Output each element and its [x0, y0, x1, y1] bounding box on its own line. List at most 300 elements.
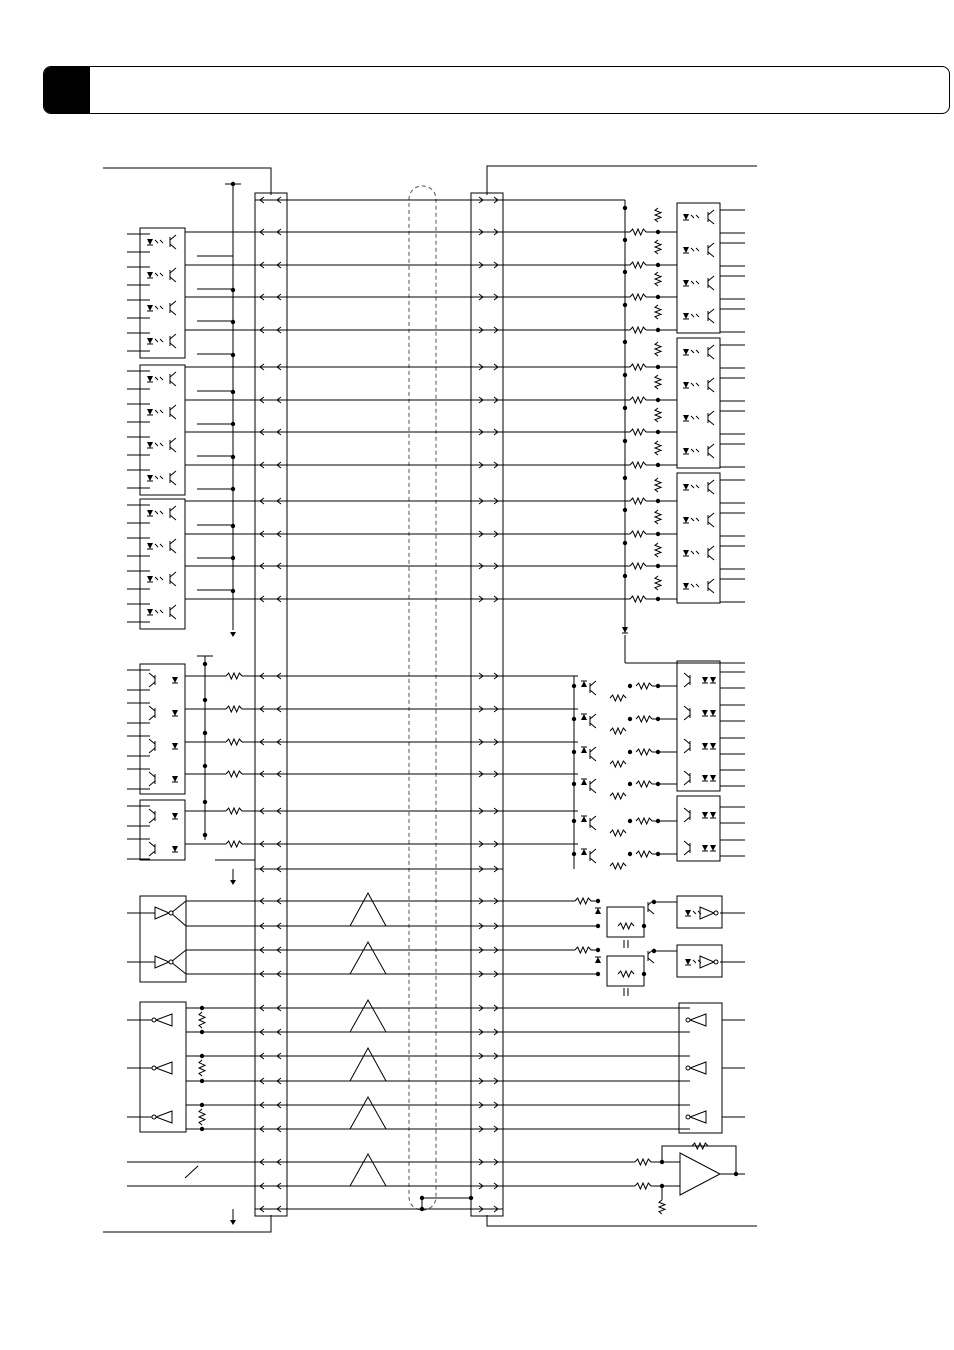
light-arrow	[693, 911, 696, 914]
junction-dot	[623, 406, 627, 410]
resistor	[655, 208, 661, 222]
transistor-emitter	[708, 489, 714, 494]
inversion-bubble	[169, 960, 173, 964]
transistor-collector	[708, 345, 714, 350]
junction-dot	[660, 1184, 664, 1188]
line-buffer	[155, 907, 169, 919]
inversion-bubble	[714, 960, 718, 964]
transistor-emitter	[590, 858, 596, 863]
junction-dot	[231, 589, 235, 593]
junction-dot	[200, 1103, 204, 1107]
twisted-pair-mark	[350, 942, 386, 974]
junction-dot	[596, 924, 600, 928]
resistor	[655, 510, 661, 524]
junction-dot	[642, 924, 646, 928]
resistor	[575, 898, 591, 904]
transistor-emitter	[590, 723, 596, 728]
junction-dot	[652, 900, 656, 904]
junction-dot	[572, 782, 576, 786]
diode-triangle	[581, 681, 587, 687]
light-arrow	[696, 248, 699, 251]
junction-dot	[623, 476, 627, 480]
photocoupler-package	[140, 800, 185, 860]
transistor-collector	[149, 673, 155, 678]
resistor	[635, 1183, 651, 1189]
junction-dot	[656, 819, 660, 823]
junction-dot	[656, 717, 660, 721]
diode-triangle	[172, 677, 178, 683]
transistor-emitter	[170, 277, 176, 282]
junction-dot	[656, 564, 660, 568]
resistor	[199, 1012, 205, 1028]
resistor	[636, 683, 652, 689]
junction-dot	[200, 1054, 204, 1058]
junction-dot	[656, 532, 660, 536]
transistor-collector	[590, 714, 596, 719]
transistor-emitter	[590, 756, 596, 761]
junction-dot	[734, 1172, 738, 1176]
twisted-pair-mark	[350, 1000, 386, 1032]
resistor	[630, 364, 646, 370]
resistor	[630, 462, 646, 468]
junction-dot	[231, 556, 235, 560]
light-arrow	[696, 281, 699, 284]
junction-dot	[203, 662, 207, 666]
transistor-emitter	[708, 588, 714, 593]
transistor-collector	[708, 579, 714, 584]
diode-triangle	[710, 812, 716, 818]
light-arrow	[696, 350, 699, 353]
transistor-emitter	[170, 548, 176, 553]
inversion-bubble	[152, 1066, 156, 1070]
transistor-collector	[708, 444, 714, 449]
diode-triangle	[147, 609, 153, 615]
diode-triangle	[147, 510, 153, 516]
line-buffer	[700, 907, 714, 919]
resistor	[575, 947, 591, 953]
resistor	[655, 441, 661, 455]
transistor-collector	[708, 411, 714, 416]
resistor	[655, 305, 661, 319]
junction-dot	[203, 833, 207, 837]
transistor-collector	[590, 681, 596, 686]
junction-dot	[203, 698, 207, 702]
junction-dot	[656, 365, 660, 369]
transistor-emitter	[170, 343, 176, 348]
transistor-collector	[708, 276, 714, 281]
diode-triangle	[147, 576, 153, 582]
junction-dot	[203, 731, 207, 735]
resistor	[635, 1159, 651, 1165]
light-arrow	[155, 240, 158, 243]
ground-arrow	[230, 632, 236, 637]
junction-dot	[420, 1207, 424, 1211]
transistor-collector	[170, 235, 176, 240]
light-arrow	[691, 281, 694, 284]
resistor	[636, 749, 652, 755]
transistor-emitter	[149, 781, 155, 786]
light-arrow	[155, 511, 158, 514]
diode-triangle	[702, 743, 708, 749]
transistor-collector	[590, 816, 596, 821]
diode-triangle	[147, 272, 153, 278]
transistor-collector	[684, 739, 690, 744]
junction-dot	[656, 263, 660, 267]
junction-dot	[623, 508, 627, 512]
junction-dot	[200, 1127, 204, 1131]
transistor-collector	[590, 849, 596, 854]
resistor	[630, 531, 646, 537]
diode-triangle	[683, 382, 689, 388]
transistor-emitter	[170, 381, 176, 386]
transistor-collector	[149, 739, 155, 744]
potentiometer-arrow	[185, 1166, 198, 1178]
transistor-emitter	[590, 788, 596, 793]
inversion-bubble	[169, 911, 173, 915]
diode-triangle	[683, 247, 689, 253]
diode-triangle	[622, 627, 628, 633]
inversion-bubble	[152, 1018, 156, 1022]
diode-triangle	[702, 845, 708, 851]
diode-triangle	[702, 775, 708, 781]
transistor-collector	[684, 841, 690, 846]
junction-dot	[231, 524, 235, 528]
resistor	[655, 408, 661, 422]
transistor-collector	[708, 480, 714, 485]
resistor	[636, 818, 652, 824]
resistor	[655, 342, 661, 356]
transistor-emitter	[648, 909, 654, 914]
photocoupler-package	[140, 664, 185, 794]
diode-triangle	[683, 517, 689, 523]
transistor-emitter	[170, 614, 176, 619]
junction-dot	[623, 238, 627, 242]
connector-right-housing	[471, 193, 503, 1216]
filter-package	[607, 907, 644, 937]
transistor-collector	[590, 747, 596, 752]
junction-dot	[656, 430, 660, 434]
light-arrow	[696, 485, 699, 488]
transistor-emitter	[708, 252, 714, 257]
transistor-collector	[170, 301, 176, 306]
line-buffer	[690, 1062, 706, 1074]
transistor-emitter	[590, 825, 596, 830]
transistor-emitter	[149, 682, 155, 687]
transistor-collector	[708, 210, 714, 215]
transistor-emitter	[648, 958, 654, 963]
junction-dot	[656, 230, 660, 234]
junction-dot	[469, 1196, 473, 1200]
resistor	[610, 863, 626, 869]
resistor	[610, 695, 626, 701]
diode-triangle	[683, 415, 689, 421]
line-buffer	[690, 1111, 706, 1123]
transistor-collector	[149, 706, 155, 711]
resistor	[226, 771, 242, 777]
driver-output	[171, 950, 186, 962]
diode-triangle	[710, 743, 716, 749]
transistor-collector	[170, 605, 176, 610]
junction-dot	[623, 574, 627, 578]
line-buffer	[156, 1062, 172, 1074]
diode-triangle	[147, 376, 153, 382]
diode-triangle	[172, 776, 178, 782]
junction-dot	[420, 1196, 424, 1200]
transistor-emitter	[708, 285, 714, 290]
resistor	[630, 498, 646, 504]
line-buffer	[690, 1014, 706, 1026]
diode-triangle	[595, 957, 601, 963]
light-arrow	[155, 476, 158, 479]
light-arrow	[691, 383, 694, 386]
diode-triangle	[683, 448, 689, 454]
diode-triangle	[595, 908, 601, 914]
resistor	[610, 793, 626, 799]
resistor	[630, 397, 646, 403]
controller-frame-bottom	[103, 1215, 271, 1232]
resistor	[636, 716, 652, 722]
junction-dot	[660, 1160, 664, 1164]
drive-frame-bottom	[487, 1215, 757, 1226]
light-arrow	[696, 314, 699, 317]
connector-left-housing	[255, 193, 287, 1216]
transistor-collector	[170, 438, 176, 443]
junction-dot	[656, 684, 660, 688]
transistor-collector	[170, 572, 176, 577]
light-arrow	[155, 377, 158, 380]
junction-dot	[628, 819, 632, 823]
light-arrow	[696, 383, 699, 386]
junction-dot	[200, 1030, 204, 1034]
resistor	[630, 327, 646, 333]
resistor	[610, 830, 626, 836]
junction-dot	[623, 439, 627, 443]
resistor	[655, 576, 661, 590]
light-arrow	[160, 511, 163, 514]
transistor-emitter	[170, 447, 176, 452]
resistor	[630, 429, 646, 435]
diode-triangle	[710, 677, 716, 683]
junction-dot	[623, 373, 627, 377]
junction-dot	[628, 684, 632, 688]
light-arrow	[691, 314, 694, 317]
light-arrow	[155, 410, 158, 413]
line-buffer	[156, 1014, 172, 1026]
light-arrow	[691, 485, 694, 488]
transistor-collector	[708, 378, 714, 383]
light-arrow	[155, 610, 158, 613]
twisted-pair-mark	[350, 893, 386, 926]
transistor-collector	[708, 243, 714, 248]
diode-triangle	[683, 280, 689, 286]
light-arrow	[160, 610, 163, 613]
transistor-collector	[708, 513, 714, 518]
driver-output	[171, 901, 186, 913]
junction-dot	[596, 948, 600, 952]
light-arrow	[155, 577, 158, 580]
junction-dot	[231, 353, 235, 357]
resistor	[226, 706, 242, 712]
twisted-pair-mark	[350, 1154, 386, 1186]
junction-dot	[200, 1006, 204, 1010]
transistor-collector	[170, 506, 176, 511]
resistor	[636, 781, 652, 787]
transistor-emitter	[170, 515, 176, 520]
junction-dot	[656, 782, 660, 786]
diode-triangle	[685, 910, 691, 916]
line-buffer	[700, 956, 714, 968]
junction-dot	[572, 750, 576, 754]
junction-dot	[572, 717, 576, 721]
junction-dot	[231, 487, 235, 491]
line-receiver-package	[140, 1002, 186, 1132]
resistor	[630, 596, 646, 602]
resistor	[226, 739, 242, 745]
junction-dot	[656, 597, 660, 601]
junction-dot	[231, 422, 235, 426]
light-arrow	[691, 416, 694, 419]
junction-dot	[200, 1079, 204, 1083]
transistor-emitter	[149, 748, 155, 753]
diode-triangle	[172, 710, 178, 716]
inversion-bubble	[714, 911, 718, 915]
junction-dot	[656, 750, 660, 754]
junction-dot	[596, 899, 600, 903]
transistor-emitter	[684, 682, 690, 687]
drive-frame-top	[487, 166, 757, 195]
transistor-emitter	[708, 522, 714, 527]
light-arrow	[696, 518, 699, 521]
light-arrow	[160, 443, 163, 446]
junction-dot	[656, 328, 660, 332]
transistor-collector	[170, 471, 176, 476]
resistor	[630, 294, 646, 300]
transistor-collector	[590, 779, 596, 784]
transistor-emitter	[149, 818, 155, 823]
light-arrow	[691, 449, 694, 452]
junction-dot	[623, 270, 627, 274]
junction-dot	[231, 455, 235, 459]
diode-triangle	[683, 349, 689, 355]
light-arrow	[691, 518, 694, 521]
diode-triangle	[702, 812, 708, 818]
resistor	[610, 728, 626, 734]
light-arrow	[696, 584, 699, 587]
diode-triangle	[581, 779, 587, 785]
photocoupler-package	[140, 499, 185, 629]
junction-dot	[656, 852, 660, 856]
resistor	[655, 240, 661, 254]
diode-triangle	[683, 313, 689, 319]
diode-triangle	[710, 845, 716, 851]
diode-triangle	[683, 550, 689, 556]
photocoupler-package	[140, 365, 185, 495]
feedback-wire	[662, 1146, 736, 1174]
light-arrow	[691, 248, 694, 251]
transistor-emitter	[149, 851, 155, 856]
junction-dot	[656, 295, 660, 299]
junction-dot	[203, 800, 207, 804]
diode-triangle	[710, 710, 716, 716]
resistor	[618, 923, 634, 929]
ground-arrow	[230, 1220, 236, 1225]
light-arrow	[160, 410, 163, 413]
resistor	[636, 851, 652, 857]
transistor-emitter	[684, 748, 690, 753]
transistor-emitter	[684, 780, 690, 785]
transistor-emitter	[170, 310, 176, 315]
junction-dot	[596, 972, 600, 976]
resistor	[655, 543, 661, 557]
resistor	[655, 375, 661, 389]
light-arrow	[160, 306, 163, 309]
junction-dot	[572, 852, 576, 856]
diode-triangle	[683, 583, 689, 589]
inversion-bubble	[686, 1066, 690, 1070]
transistor-collector	[149, 772, 155, 777]
transistor-collector	[708, 546, 714, 551]
inversion-bubble	[152, 1115, 156, 1119]
resistor	[618, 971, 634, 977]
light-arrow	[160, 240, 163, 243]
twisted-pair-mark	[350, 1048, 386, 1081]
diode-triangle	[147, 239, 153, 245]
transistor-emitter	[170, 480, 176, 485]
junction-dot	[652, 949, 656, 953]
resistor	[659, 1200, 665, 1214]
circuit-components	[140, 182, 738, 1225]
diode-triangle	[147, 409, 153, 415]
controller-frame-top	[103, 168, 271, 195]
light-arrow	[160, 544, 163, 547]
driver-output	[171, 913, 186, 926]
junction-dot	[623, 340, 627, 344]
diode-triangle	[685, 959, 691, 965]
junction-dot	[656, 463, 660, 467]
light-arrow	[155, 273, 158, 276]
resistor	[630, 229, 646, 235]
diode-triangle	[683, 484, 689, 490]
junction-dot	[642, 972, 646, 976]
junction-dot	[203, 764, 207, 768]
transistor-emitter	[170, 244, 176, 249]
junction-dot	[623, 541, 627, 545]
transistor-emitter	[590, 690, 596, 695]
diode-triangle	[147, 543, 153, 549]
junction-dot	[628, 782, 632, 786]
diode-triangle	[147, 305, 153, 311]
ground-arrow	[230, 880, 236, 885]
resistor	[199, 1060, 205, 1076]
resistor	[226, 673, 242, 679]
light-arrow	[155, 339, 158, 342]
transistor-emitter	[708, 453, 714, 458]
diode-triangle	[683, 214, 689, 220]
diode-triangle	[710, 775, 716, 781]
diode-triangle	[172, 743, 178, 749]
diode-triangle	[147, 338, 153, 344]
diode-triangle	[147, 475, 153, 481]
operational-amplifier	[680, 1153, 720, 1195]
light-arrow	[696, 416, 699, 419]
junction-dot	[628, 717, 632, 721]
line-buffer	[155, 956, 169, 968]
junction-dot	[656, 499, 660, 503]
light-arrow	[691, 584, 694, 587]
transistor-collector	[170, 539, 176, 544]
transistor-emitter	[708, 420, 714, 425]
light-arrow	[691, 215, 694, 218]
